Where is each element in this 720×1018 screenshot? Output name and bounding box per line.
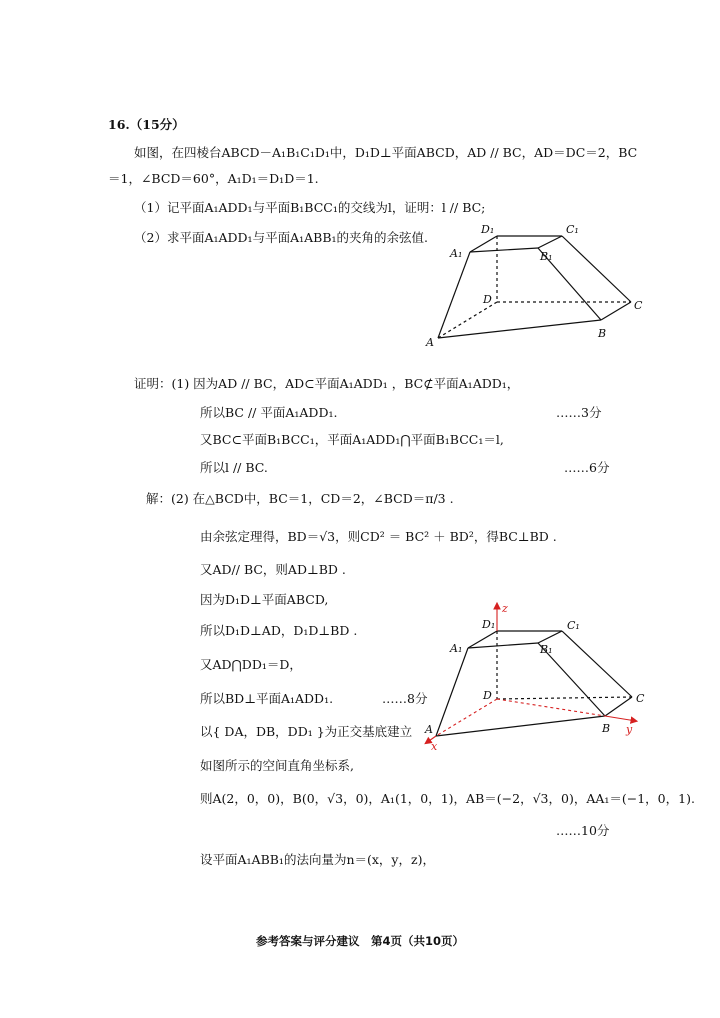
solution2-line-4: 因为D₁D⊥平面ABCD, — [200, 592, 329, 607]
solution2-line-9: 如图所示的空间直角坐标系, — [200, 758, 354, 773]
fig1-label-B: B — [598, 327, 607, 340]
fig2-label-B: B — [602, 722, 611, 735]
fig2-label-A1: A₁ — [450, 642, 463, 655]
fig2-label-B1: B₁ — [540, 643, 553, 656]
problem-stem-line-1: 如图，在四棱台ABCD－A₁B₁C₁D₁中，D₁D⊥平面ABCD，AD // BC，AD＝DC＝2，BC — [134, 145, 638, 160]
fig1-label-A: A — [426, 336, 434, 349]
score-3: ……3分 — [556, 405, 602, 420]
fig1-label-B1: B₁ — [540, 250, 553, 263]
fig2-label-C: C — [636, 692, 645, 705]
proof1-line-2: 所以BC // 平面A₁ADD₁. — [200, 405, 338, 420]
fig2-label-A: A — [425, 723, 433, 736]
fig1-label-A1: A₁ — [450, 247, 463, 260]
problem-header: 16.（15分） — [108, 117, 185, 132]
fig1-label-D: D — [483, 293, 492, 306]
fig2-axis-x: x — [431, 740, 438, 753]
solution2-line-1: 解：(2) 在△BCD中，BC＝1，CD＝2，∠BCD＝π/3 . — [146, 491, 454, 506]
score-10: ……10分 — [556, 823, 610, 838]
problem-stem-line-2: ＝1，∠BCD＝60°，A₁D₁＝D₁D＝1. — [108, 171, 319, 186]
fig2-axis-y: y — [626, 723, 633, 736]
fig1-label-C1: C₁ — [566, 223, 579, 236]
question-2: （2）求平面A₁ADD₁与平面A₁ABB₁的夹角的余弦值. — [134, 230, 428, 245]
proof1-line-4: 所以l // BC. — [200, 460, 268, 475]
fig2-label-C1: C₁ — [567, 619, 580, 632]
score-6: ……6分 — [564, 460, 610, 475]
solution2-line-11: 设平面A₁ABB₁的法向量为n＝(x，y，z)， — [200, 852, 435, 867]
score-8: ……8分 — [382, 691, 428, 706]
proof1-line-3: 又BC⊂平面B₁BCC₁，平面A₁ADD₁⋂平面B₁BCC₁＝l, — [200, 432, 504, 447]
fig2-axis-z: z — [502, 602, 508, 615]
solution2-line-7: 所以BD⊥平面A₁ADD₁. — [200, 691, 334, 706]
solution2-line-2: 由余弦定理得，BD＝√3，则CD² ＝ BC² ＋ BD²，得BC⊥BD . — [200, 529, 557, 544]
page-footer: 参考答案与评分建议 第4页（共10页） — [255, 934, 464, 948]
fig2-label-D: D — [483, 689, 492, 702]
solution2-line-10: 则A(2，0，0)，B(0，√3，0)，A₁(1，0，1)，AB＝(−2，√3，0)，AA₁＝(−1，0，1). — [200, 791, 695, 806]
fig1-label-D1: D₁ — [481, 223, 495, 236]
solution2-line-8: 以{ DA，DB，DD₁ }为正交基底建立 — [200, 724, 413, 739]
solution2-line-3: 又AD// BC，则AD⊥BD . — [200, 562, 346, 577]
fig1-label-C: C — [634, 299, 643, 312]
question-1: （1）记平面A₁ADD₁与平面B₁BCC₁的交线为l，证明：l // BC; — [134, 200, 486, 215]
fig2-label-D1: D₁ — [482, 618, 496, 631]
solution2-line-6: 又AD⋂DD₁＝D， — [200, 657, 302, 672]
proof1-line-1: 证明：(1) 因为AD // BC，AD⊂平面A₁ADD₁ ，BC⊄平面A₁ADD₁， — [134, 376, 520, 391]
solution2-line-5: 所以D₁D⊥AD，D₁D⊥BD . — [200, 623, 358, 638]
